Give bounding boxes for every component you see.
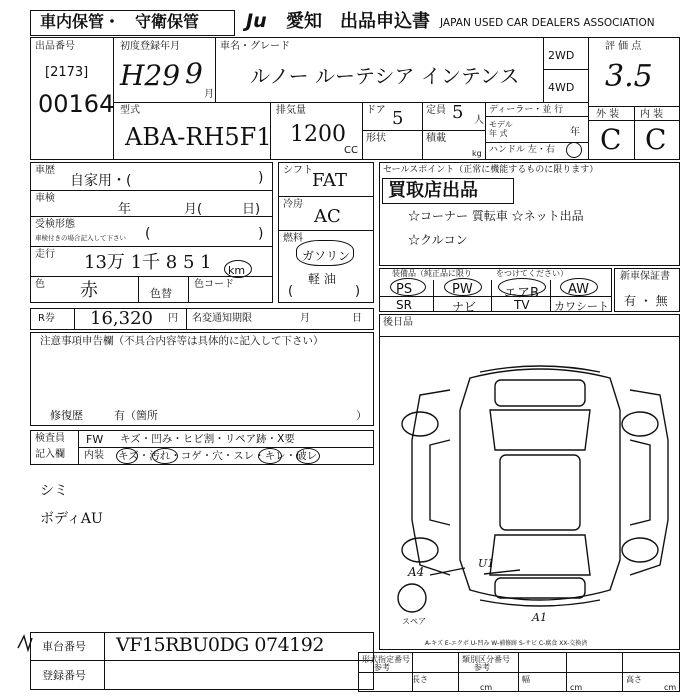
designation-label-2: 参考 [374,663,390,672]
repair-label: 修復歴 [50,409,83,422]
color-code-label: 色コード [194,279,234,290]
color-value: 赤 [80,280,98,301]
capacity-unit: 人 [474,115,484,126]
capacity-label: 定員 [426,105,446,116]
inspector-hand-1: シミ [40,483,68,499]
height-unit: cm [664,683,677,692]
equip-ps: PS [396,282,413,297]
car-name-value: ルノー ルーテシア インテンス [250,64,520,88]
selling-line-2: ☆クルコン [408,233,468,247]
spare-label: スペア [402,617,426,626]
deadline-label: 名変通知期限 [192,313,252,324]
interior-cut-circle [296,448,320,464]
equipment-label: 装備品（純正品に限り [392,269,472,278]
recycle-unit: 円 [168,313,178,324]
inspector-row2-head: 内装 [84,450,104,461]
history-close: ) [258,170,264,186]
equip-tv: TV [514,298,530,312]
inspection-month: 月( [184,202,203,217]
form-title: 出品申込書 [340,11,430,32]
interior-value: C [645,123,667,156]
inspector-label: 検査員 [35,433,65,444]
color-change-label: 色替 [150,287,172,300]
deadline-day: 日 [352,313,362,324]
recycle-label: R券 [38,313,55,324]
chassis-value: VF15RBU0DG 074192 [116,634,324,656]
registration-year: H29 [120,59,181,92]
equip-navi: ナビ [452,300,477,314]
plate-label: 登録番号 [42,669,86,682]
storage-label: 車内保管・ [40,12,121,31]
lot-sub-number: [2173] [45,65,89,80]
mileage-value: 13万 1千 8 5 1 [84,252,212,273]
inspector-hand-2: ボディAU [40,511,103,527]
lot-label: 出品番号 [35,41,75,52]
repair-close: ） [356,409,367,422]
load-unit: kg [472,149,482,158]
new-warranty-value: 有 ・ 無 [624,294,668,308]
equip-pw: PW [452,282,473,297]
equip-sr: SR [396,298,412,312]
warranty-note: 車検付きの場合記入して下さい [35,234,126,242]
logo-text: 愛知 [286,11,322,32]
fuel-paren-open: ( [288,284,294,299]
model-value: ABA-RH5F1 [125,123,272,151]
registration-month: 9 [185,57,203,90]
handle-label: ハンドル 左・右 [489,145,555,155]
fuel-label: 燃料 [283,233,303,244]
repair-value: 有（箇所 [114,409,158,422]
doors-label: ドア [366,105,386,116]
inspection-year: 年 [118,202,132,217]
designation-label-3: 類別区分番号 [462,655,510,664]
inspection-label: 車検 [35,193,55,204]
rating-label: 評 価 点 [605,41,642,52]
interior-scuff-circle [258,448,282,464]
rating-value: 3.5 [605,59,653,94]
drive-4wd: 4WD [548,81,575,94]
damage-u1: U1 [478,557,495,570]
load-label: 積載 [426,133,446,144]
displacement-label: 排気量 [276,105,306,116]
color-label: 色 [35,279,45,290]
mileage-label: 走行 [35,249,55,260]
designation-label-1: 形式指定番号 [362,655,410,664]
equip-leather: カワシート [554,300,609,313]
logo-mark: Ju [246,10,267,32]
damage-legend: A-キズ E-エクボ U-凹み W-補修跡 S-サビ C-腐食 XX-交換済 [425,640,588,647]
storage-label-2: 守衛保管 [135,12,200,31]
capacity-value: 5 [452,102,464,123]
deadline-month: 月 [300,313,310,324]
exterior-label: 外 装 [596,109,620,120]
exterior-value: C [600,123,622,156]
model-label: 型式 [120,105,140,116]
interior-scratch-circle [116,448,138,464]
equipment-label-2: をつけてください） [496,269,568,278]
chassis-label: 車台番号 [42,640,86,653]
selling-line-1: ☆コーナー 質転車 ☆ネット出品 [408,209,584,223]
mileage-unit: km [228,264,246,277]
interior-label: 内 装 [640,109,664,120]
inspector-label-2: 記入欄 [35,449,65,460]
fuel-diesel: 軽 油 [308,272,336,286]
inspector-row1-head: FW [86,433,104,446]
warranty-close: ) [258,226,264,242]
recycle-value: 16,320 [90,308,153,329]
history-value: 自家用・( [70,173,132,189]
new-warranty-label: 新車保証書 [620,271,670,282]
drive-2wd: 2WD [548,49,575,62]
model-year-unit: 年 [570,127,580,138]
rear-seat-label: 後日品 [383,317,413,328]
warranty-open: ( [145,226,151,242]
designation-label-4: 参考 [474,663,490,672]
registration-label: 初度登録年月 [120,41,180,52]
length-unit: cm [480,683,493,692]
height-label: 高さ [626,675,642,684]
buyer-stamp: 買取店出品 [388,180,478,201]
shift-value: FAT [312,170,347,191]
width-unit: cm [570,683,583,692]
association-name: JAPAN USED CAR DEALERS ASSOCIATION [440,17,655,29]
inspector-row1: キズ・凹み・ヒビ割・リペア跡・X要 [120,433,295,445]
inspection-day: 日) [242,202,261,217]
equip-airbag: エアB [504,286,539,301]
ac-value: AC [314,206,341,227]
ac-label: 冷房 [283,199,303,210]
inspector-row2: キズ・汚れ・コゲ・穴・スレ・キレ・破レ [118,450,318,462]
notes-label: 注意事項申告欄（不具合内容等は具体的に記入して下さい） [40,335,324,347]
doors-value: 5 [392,108,404,129]
displacement-value: 1200 [290,122,346,147]
shape-label: 形状 [366,133,386,144]
length-label: 長さ [412,675,428,684]
equip-aw: AW [568,282,590,297]
fuel-gasoline: ガソリン [302,249,351,263]
warranty-label: 受検形態 [35,219,75,230]
fuel-paren-close: ) [355,284,361,299]
selling-points-label: セールスポイント（正常に機能するものに限ります） [383,165,599,175]
history-label: 車歴 [35,165,55,176]
registration-month-unit: 月 [204,89,214,100]
damage-a1: A1 [532,611,547,624]
model-year-label: モデル 年 式 [489,120,513,138]
damage-a4: A4 [408,565,425,579]
width-label: 幅 [522,675,530,684]
interior-stain-circle [152,448,178,464]
shift-label: シフト [283,165,313,176]
displacement-unit: CC [344,145,358,156]
lot-number: 00164 [38,90,115,118]
dealer-label: ディーラー・並 行 [489,105,564,115]
car-name-label: 車名・グレード [220,41,290,52]
